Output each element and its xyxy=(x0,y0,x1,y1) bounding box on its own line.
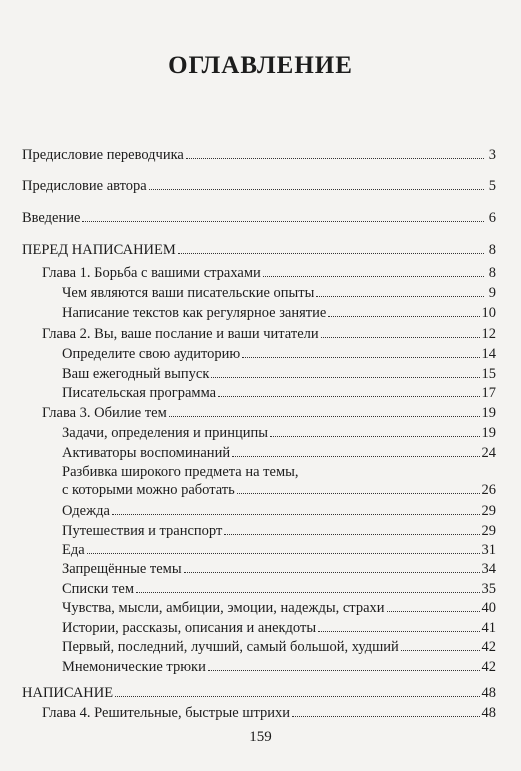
toc-leader-dots xyxy=(82,209,484,222)
toc-entry-label: Предисловие переводчика xyxy=(22,147,184,163)
toc-entry-page: 8 xyxy=(488,242,496,258)
toc-leader-dots xyxy=(178,241,484,254)
toc-entry-label: Предисловие автора xyxy=(22,178,147,194)
toc-entry-page: 42 xyxy=(481,639,496,655)
toc-entry-label: Определите свою аудиторию xyxy=(62,346,241,362)
toc-entry-label: Запрещённые темы xyxy=(62,561,182,577)
toc-entry-page: 40 xyxy=(481,600,496,616)
toc-entry-page: 3 xyxy=(488,147,496,163)
page-title: ОГЛАВЛЕНИЕ xyxy=(168,52,353,79)
toc-leader-dots xyxy=(321,325,480,338)
toc-leader-dots xyxy=(218,384,479,397)
toc-entry-label: Еда xyxy=(62,542,85,558)
toc-entry-page: 35 xyxy=(481,581,496,597)
toc-entry-label: Активаторы воспоминаний xyxy=(62,445,231,461)
toc-entry-page: 12 xyxy=(481,326,496,342)
toc-entry-label: ПЕРЕД НАПИСАНИЕМ xyxy=(22,242,176,258)
toc-entry-page: 6 xyxy=(488,210,496,226)
toc-leader-dots xyxy=(186,146,484,159)
toc-leader-dots xyxy=(237,481,480,494)
toc-entry-label: Списки тем xyxy=(62,581,135,597)
toc-leader-dots xyxy=(224,522,479,535)
toc-entry-page: 48 xyxy=(481,685,496,701)
toc-entry-label: Задачи, определения и принципы xyxy=(62,425,268,441)
toc-entry-page: 17 xyxy=(481,385,496,401)
toc-entry-label: Чувства, мысли, амбиции, эмоции, надежды, страхи xyxy=(62,600,385,616)
toc-entry-page: 5 xyxy=(488,178,496,194)
toc-entry-label: Одежда xyxy=(62,503,110,519)
toc-entry-page: 31 xyxy=(481,542,496,558)
toc-entry-page: 15 xyxy=(481,366,496,382)
toc-leader-dots xyxy=(115,684,479,697)
toc-leader-dots xyxy=(87,541,480,554)
toc-leader-dots xyxy=(263,264,484,277)
toc-entry-page: 14 xyxy=(481,346,496,362)
toc-entry-page: 48 xyxy=(481,705,496,721)
toc-leader-dots xyxy=(316,284,484,297)
toc-entry-label: Глава 4. Решительные, быстрые штрихи xyxy=(42,705,291,721)
toc-entry-label: Введение xyxy=(22,210,81,226)
toc-leader-dots xyxy=(208,658,480,671)
toc-entry-page: 34 xyxy=(481,561,496,577)
toc-entry-label: Писательская программа xyxy=(62,385,217,401)
toc-leader-dots xyxy=(242,345,479,358)
toc-leader-dots xyxy=(328,304,479,317)
toc-entry-label: Первый, последний, лучший, самый большой, худший xyxy=(62,639,399,655)
toc-leader-dots xyxy=(292,704,479,717)
toc-entry-label: с которыми можно работать xyxy=(62,482,235,498)
toc-leader-dots xyxy=(401,638,480,651)
toc-entry-page: 26 xyxy=(481,482,496,498)
toc-entry-label: Мнемонические трюки xyxy=(62,659,206,675)
toc-entry-page: 24 xyxy=(481,445,496,461)
toc-entry-page: 8 xyxy=(488,265,496,281)
toc-entry-page: 10 xyxy=(481,305,496,321)
toc-entry-label: Глава 2. Вы, ваше послание и ваши читатели xyxy=(42,326,319,342)
toc-leader-dots xyxy=(270,424,480,437)
toc-leader-dots xyxy=(211,365,479,378)
toc-entry-page: 19 xyxy=(481,405,496,421)
toc-entry-label: Ваш ежегодный выпуск xyxy=(62,366,210,382)
toc-entry-page: 41 xyxy=(481,620,496,636)
toc-entry-page: 19 xyxy=(481,425,496,441)
toc-entry-label: Путешествия и транспорт xyxy=(62,523,223,539)
toc-entry-label: НАПИСАНИЕ xyxy=(22,685,114,701)
toc-entry-page: 42 xyxy=(481,659,496,675)
toc-leader-dots xyxy=(184,560,480,573)
toc-entry-label: Глава 1. Борьба с вашими страхами xyxy=(42,265,261,281)
toc-leader-dots xyxy=(232,444,479,457)
toc-leader-dots xyxy=(136,580,479,593)
page-number: 159 xyxy=(249,729,272,745)
toc-leader-dots xyxy=(318,619,479,632)
toc-leader-dots xyxy=(149,177,484,190)
toc-entry-page: 9 xyxy=(488,285,496,301)
toc-entry-page: 29 xyxy=(481,503,496,519)
toc-entry-page: 29 xyxy=(481,523,496,539)
toc-leader-dots xyxy=(169,404,480,417)
toc-leader-dots xyxy=(387,599,480,612)
toc-entry-label: Глава 3. Обилие тем xyxy=(42,405,167,421)
toc-entry-label: Истории, рассказы, описания и анекдоты xyxy=(62,620,317,636)
toc-entry-label: Написание текстов как регулярное занятие xyxy=(62,305,327,321)
toc-entry-label-line1: Разбивка широкого предмета на темы, xyxy=(62,464,299,480)
toc-leader-dots xyxy=(112,502,480,515)
toc-entry-label: Чем являются ваши писательские опыты xyxy=(62,285,315,301)
